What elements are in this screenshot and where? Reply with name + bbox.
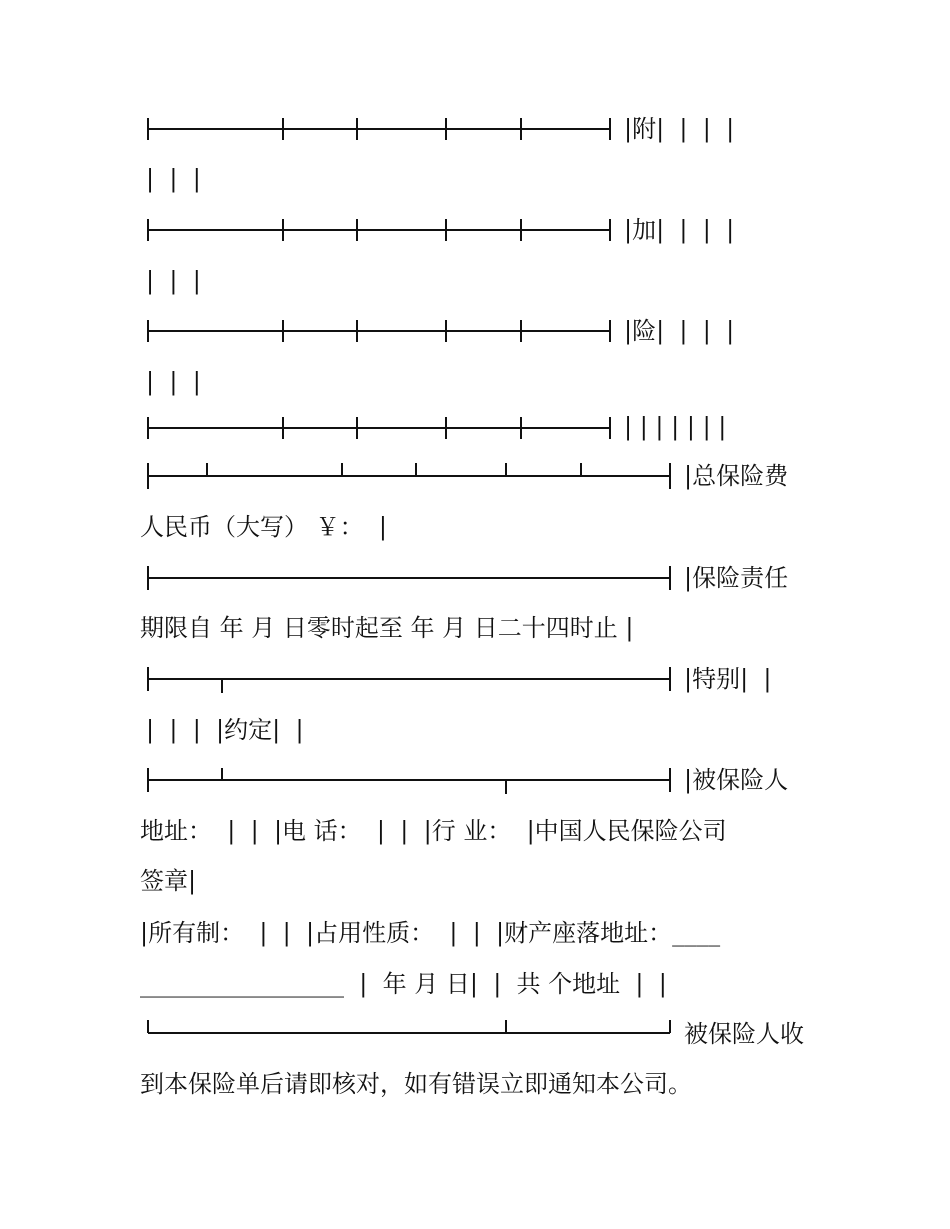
- ownership-line: |所有制： | | |占用性质： | | |财产座落地址：____: [140, 919, 721, 947]
- table-rule-bottom: [148, 1020, 670, 1033]
- premium-amount: 人民币（大写） ￥： |: [140, 513, 387, 541]
- table-rule-row-1: [148, 118, 610, 140]
- term-label: |保险责任: [684, 564, 789, 592]
- special-continuation: | | | |约定| |: [146, 716, 304, 744]
- special-label: |特别| |: [684, 665, 772, 693]
- insured-label: |被保险人: [684, 766, 789, 794]
- seal-line: 签章|: [140, 867, 197, 895]
- term-text: 期限自 年 月 日零时起至 年 月 日二十四时止 |: [140, 614, 634, 642]
- row2-right-text: |加| | | |: [624, 216, 735, 244]
- table-rule-insured: [148, 768, 670, 794]
- notice-line: 到本保险单后请即核对，如有错误立即通知本公司。: [140, 1070, 692, 1098]
- table-rule-row-4: [148, 417, 610, 439]
- row1-continuation: | | |: [146, 165, 201, 193]
- row3-continuation: | | |: [146, 368, 201, 396]
- receipt-label: 被保险人收: [684, 1020, 804, 1048]
- address-line: 地址： | | |电 话： | | |行 业： |中国人民保险公司: [140, 817, 727, 845]
- table-rule-special: [148, 667, 670, 693]
- row2-continuation: | | |: [146, 267, 201, 295]
- table-rule-row-3: [148, 320, 610, 342]
- date-line: _________________ | 年 月 日| | 共 个地址 | |: [140, 970, 667, 998]
- table-rule-term: [148, 566, 670, 590]
- row1-right-text: |附| | | |: [624, 115, 735, 143]
- row3-right-text: |险| | | |: [624, 317, 735, 345]
- row4-right-text: | | | | | | |: [624, 413, 727, 441]
- premium-label: |总保险费: [684, 462, 789, 490]
- table-rule-premium: [148, 463, 670, 489]
- table-rule-row-2: [148, 219, 610, 241]
